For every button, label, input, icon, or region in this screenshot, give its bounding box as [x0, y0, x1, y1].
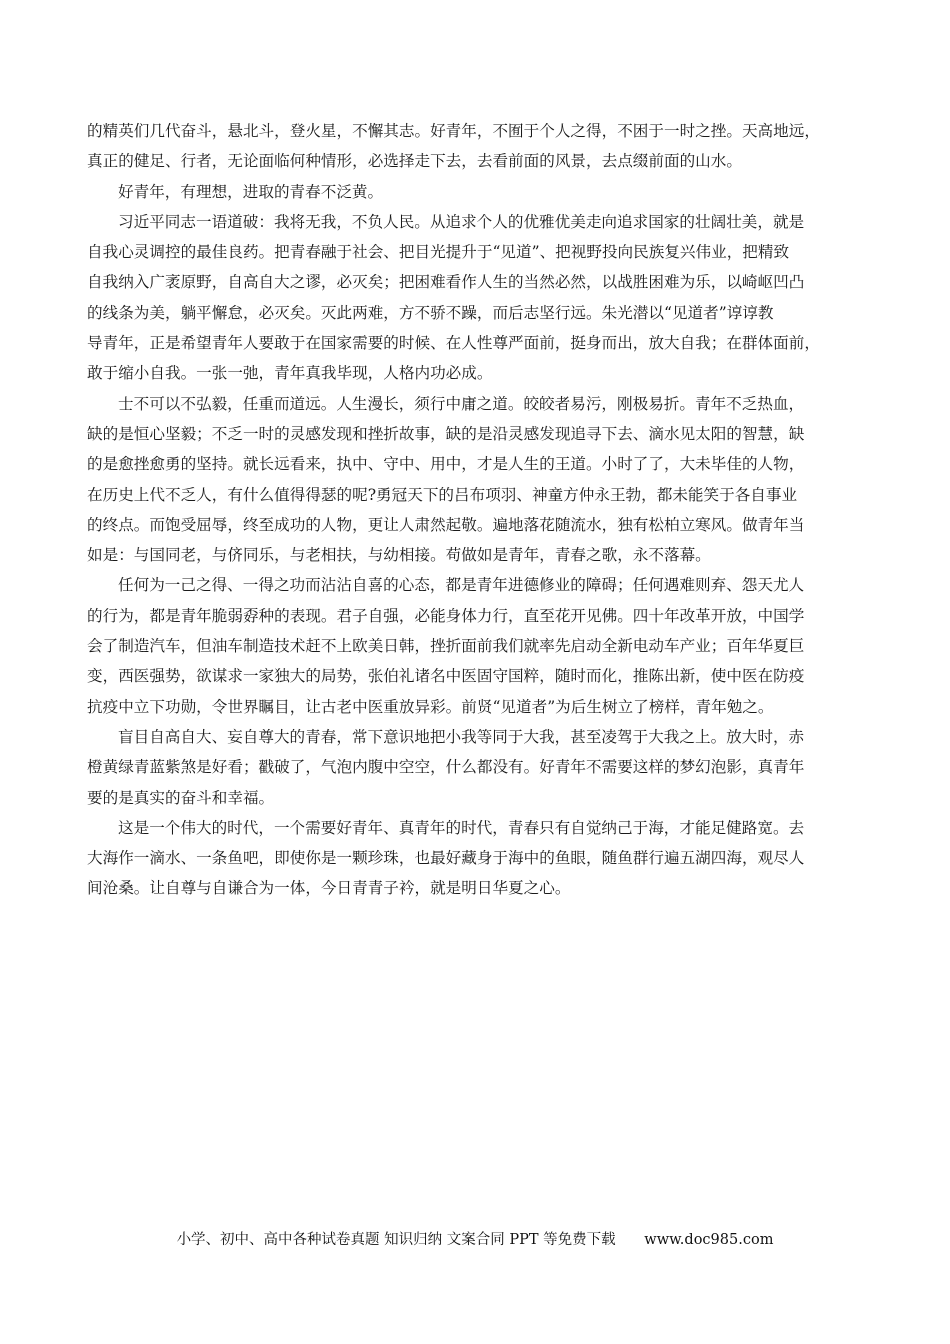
- text-line: 的行为，都是青年脆弱孬种的表现。君子自强，必能身体力行，直至花开见佛。四十年改革开放，中国学: [87, 606, 805, 625]
- paragraph: [87, 813, 863, 904]
- text-line: 抗疫中立下功勋，令世界瞩目，让古老中医重放异彩。前贤“见道者”为后生树立了榜样，青年勉之。: [87, 697, 774, 716]
- text-line: 的精英们几代奋斗，悬北斗，登火星，不懈其志。好青年，不囿于个人之得，不困于一时之挫。天高地远，: [87, 122, 820, 140]
- text-line: 会了制造汽车，但油车制造技术赶不上欧美日韩，挫折面前我们就率先启动全新电动车产业；百年华夏巨: [87, 637, 805, 656]
- text-line: 这是一个伟大的时代，一个需要好青年、真青年的时代，青春只有自觉纳己于海，才能足健路宽。去: [118, 818, 805, 837]
- text-line: 的线条为美，躺平懈怠，必灭矣。灭此两难，方不骄不躁，而后志坚行远。朱光潜以“见道者”谆谆教: [87, 303, 774, 322]
- text-line: 导青年，正是希望青年人要敢于在国家需要的时候、在人性尊严面前，挺身而出，放大自我；在群体面前，: [87, 334, 820, 353]
- text-line: 任何为一己之得、一得之功而沾沾自喜的心态，都是青年进德修业的障碍；任何遇难则弃、怨天尤人: [118, 576, 805, 595]
- text-line: 缺的是恒心坚毅；不乏一时的灵感发现和挫折故事，缺的是沿灵感发现追寻下去、滴水见太阳的智慧，缺: [87, 424, 805, 443]
- text-line: 在历史上代不乏人，有什么值得得瑟的呢?勇冠天下的吕布项羽、神童方仲永王勃，都未能笑于各自事业: [87, 485, 798, 504]
- paragraph: [87, 177, 863, 207]
- text-line: 的是愈挫愈勇的坚持。就长远看来，执中、守中、用中，才是人生的王道。小时了了，大未毕佳的人物，: [87, 455, 805, 474]
- text-line: 习近平同志一语道破：我将无我，不负人民。从追求个人的优雅优美走向追求国家的壮阔壮美，就是: [118, 212, 805, 231]
- page-footer: [0, 1228, 950, 1249]
- text-line: 好青年，有理想，进取的青春不泛黄。: [118, 182, 384, 201]
- text-line: 自我纳入广袤原野，自高自大之谬，必灭矣；把困难看作人生的当然必然，以战胜困难为乐，以崎岖凹凸: [87, 273, 805, 292]
- text-line: 橙黄绿青蓝紫煞是好看；戳破了，气泡内腹中空空，什么都没有。好青年不需要这样的梦幻泡影，真青年: [87, 758, 805, 777]
- paragraph: [87, 570, 863, 721]
- text-line: 自我心灵调控的最佳良药。把青春融于社会、把目光提升于“见道”、把视野投向民族复兴伟业，把精致: [87, 243, 790, 262]
- text-line: 敢于缩小自我。一张一弛，青年真我毕现，人格内功必成。: [87, 364, 493, 383]
- paragraph: [87, 389, 863, 571]
- text-line: 盲目自高自大、妄自尊大的青春，常下意识地把小我等同于大我，甚至凌驾于大我之上。放大时，赤: [118, 727, 805, 746]
- footer-site: www.doc985.com: [644, 1232, 774, 1248]
- text-line: 间沧桑。让自尊与自谦合为一体，今日青青子衿，就是明日华夏之心。: [87, 879, 571, 898]
- article-body: [87, 116, 863, 904]
- text-line: 真正的健足、行者，无论面临何种情形，必选择走下去，去看前面的风景，去点缀前面的山水。: [87, 152, 742, 171]
- paragraph: [87, 207, 863, 389]
- text-line: 如是：与国同老，与侪同乐，与老相扶，与幼相接。苟做如是青年，青春之歌，永不落幕。: [87, 546, 711, 565]
- text-line: 要的是真实的奋斗和幸福。: [87, 788, 275, 807]
- footer-text: 小学、初中、高中各种试卷真题 知识归纳 文案合同 PPT 等免费下载: [176, 1232, 616, 1248]
- text-line: 变，西医强势，欲谋求一家独大的局势，张伯礼诸名中医固守国粹，随时而化，推陈出新，使中医在防疫: [87, 667, 805, 686]
- text-line: 士不可以不弘毅，任重而道远。人生漫长，须行中庸之道。皎皎者易污，刚极易折。青年不乏热血，: [118, 394, 805, 413]
- paragraph: [87, 722, 863, 813]
- text-line: 大海作一滴水、一条鱼吧，即使你是一颗珍珠，也最好藏身于海中的鱼眼，随鱼群行遍五湖四海，观尽人: [87, 849, 805, 868]
- text-line: 的终点。而饱受屈辱，终至成功的人物，更让人肃然起敬。遍地落花随流水，独有松柏立寒风。做青年当: [87, 515, 805, 534]
- paragraph: [87, 116, 863, 177]
